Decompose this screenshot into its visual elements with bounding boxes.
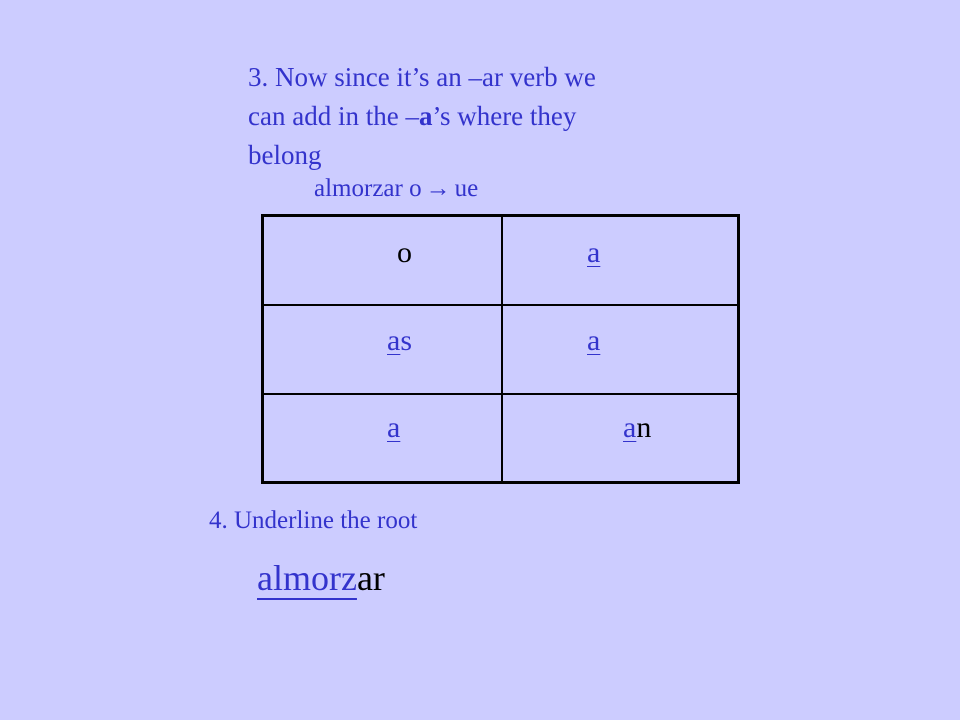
cell-el-a: a xyxy=(387,411,401,444)
conjugation-table xyxy=(261,214,740,484)
cell-tu-rest: s xyxy=(400,324,413,357)
root-underlined: almorz xyxy=(257,558,357,598)
right-arrow-icon: → xyxy=(425,175,451,202)
step-3-line-1: 3. Now since it’s an –ar verb we xyxy=(248,62,596,92)
step-3-line-2-start: can add in the – xyxy=(248,101,419,131)
table-row-divider-2 xyxy=(264,393,737,395)
root-word xyxy=(257,556,385,600)
cell-tu xyxy=(387,324,412,358)
table-column-divider xyxy=(501,217,503,481)
step-3-text xyxy=(248,58,718,175)
rule-change: ue xyxy=(454,175,479,202)
step-3-line-3: belong xyxy=(248,140,322,170)
cell-vosotros-a: a xyxy=(587,324,601,357)
cell-nosotros-a: a xyxy=(587,236,601,269)
cell-vosotros xyxy=(587,324,600,358)
cell-nosotros xyxy=(587,236,600,270)
cell-yo xyxy=(397,236,412,270)
cell-el xyxy=(387,411,400,445)
cell-ellos-a: a xyxy=(623,411,637,444)
cell-tu-a: a xyxy=(387,324,401,357)
rule-verb: almorzar o xyxy=(314,175,422,202)
cell-yo-ending: o xyxy=(397,236,412,269)
step-4-text: 4. Underline the root xyxy=(209,507,418,534)
step-3-line-2 xyxy=(248,97,718,136)
table-row-divider-1 xyxy=(264,304,737,306)
cell-ellos xyxy=(623,411,651,445)
step-3-bold-a: a xyxy=(418,101,433,131)
root-ending: ar xyxy=(356,558,385,598)
cell-ellos-rest: n xyxy=(636,411,652,444)
step-3-line-2-end: ’s where they xyxy=(432,101,577,131)
stem-change-rule xyxy=(314,172,478,206)
